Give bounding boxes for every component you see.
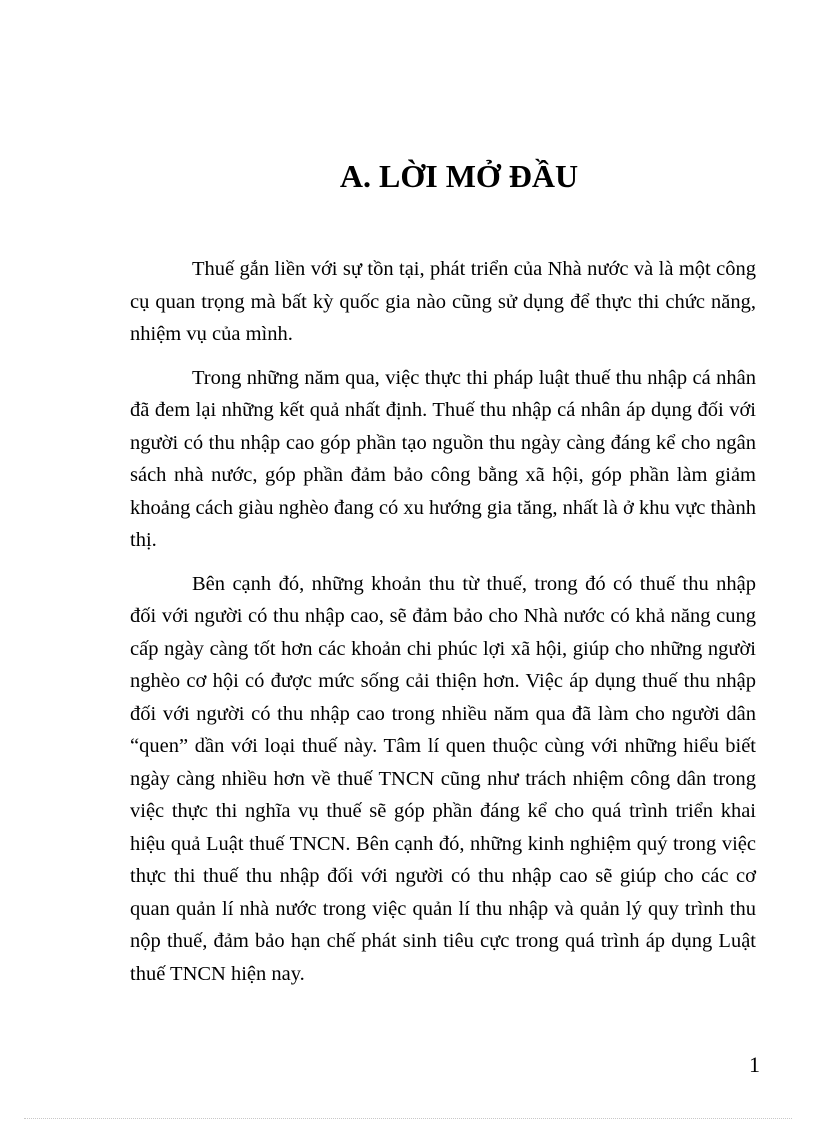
body-text — [130, 253, 756, 1001]
page-number: 1 — [749, 1052, 760, 1077]
paragraph-1: Thuế gắn liền với sự tồn tại, phát triển của Nhà nước và là một công cụ quan trọng mà bất kỳ quốc gia nào cũng sử dụng để thực thi chức năng, nhiệm vụ của mình. — [130, 258, 756, 345]
paragraph-2: Trong những năm qua, việc thực thi pháp luật thuế thu nhập cá nhân đã đem lại những kết quả nhất định. Thuế thu nhập cá nhân áp dụng đối với người có thu nhập cao góp phần tạo nguồn thu ngày càng đáng kể cho ngân sách nhà nước, góp phần đảm bảo công bằng xã hội, góp phần làm giảm khoảng cách giàu nghèo đang có xu hướng gia tăng, nhất là ở khu vực thành thị. — [130, 366, 756, 551]
page-title: A. LỜI MỞ ĐẦU — [339, 158, 579, 194]
paragraph-3: Bên cạnh đó, những khoản thu từ thuế, trong đó có thuế thu nhập đối với người có thu nhập cao, sẽ đảm bảo cho Nhà nước có khả năng cung cấp ngày càng tốt hơn các khoản chi phúc lợi xã hội, giúp cho những người nghèo cơ hội có được mức sống cải thiện hơn. Việc áp dụng thuế thu nhập đối với người có thu nhập cao trong nhiều năm qua đã làm cho người dân “quen” dần với loại thuế này. Tâm lí quen thuộc cùng với những hiểu biết ngày càng nhiều hơn về thuế TNCN cũng như trách nhiệm công dân trong việc thực thi nghĩa vụ thuế sẽ góp phần đáng kể cho quá trình triển khai hiệu quả Luật thuế TNCN. Bên cạnh đó, những kinh nghiệm quý trong việc thực thi thuế thu nhập đối với người có thu nhập cao sẽ giúp cho các cơ quan quản lí nhà nước trong việc quản lí thu nhập và quản lý quy trình thu nộp thuế, đảm bảo hạn chế phát sinh tiêu cực trong quá trình áp dụng Luật thuế TNCN hiện nay. — [130, 572, 756, 985]
page-bottom-divider — [24, 1118, 792, 1119]
